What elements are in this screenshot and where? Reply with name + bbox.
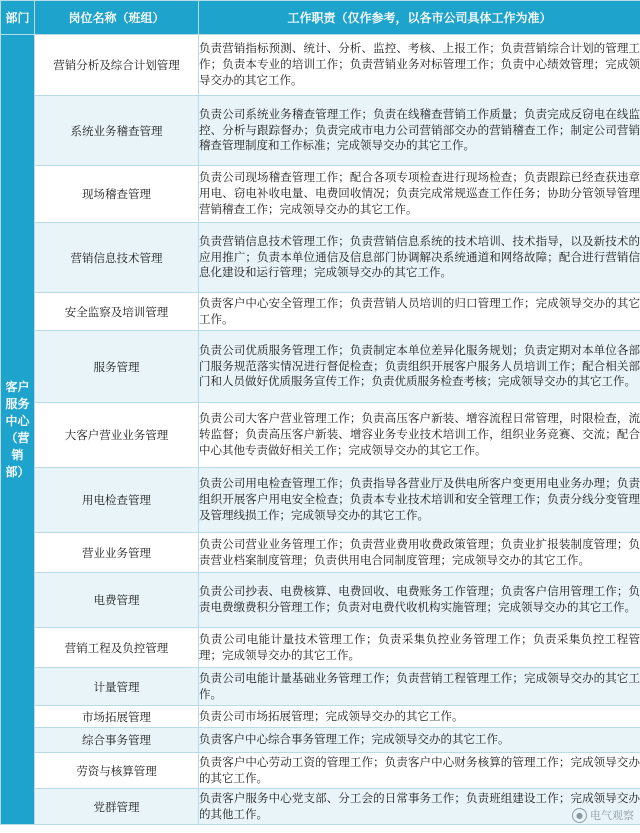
position-cell: 服务管理 <box>35 331 199 403</box>
position-cell: 大客户营业业务管理 <box>35 403 199 468</box>
duty-cell: 负责公司系统业务稽查管理工作；负责在线稽查营销工作质量；负责完成反窃电在线监控、分析与跟踪督办；负责完成市电力公司营销部交办的营销稽查工作；制定公司营销稽查管理制度和工作标准；完成领导交办的其它工作。 <box>199 96 640 166</box>
position-cell: 营销工程及负控管理 <box>35 628 199 668</box>
duty-cell: 负责公司电能计量基础业务管理工作；负责营销工程管理工作；完成领导交办的其它工作。 <box>199 668 640 706</box>
duty-cell: 负责公司大客户营业管理工作；负责高压客户新装、增容流程日常管理，时限检查，流转监督；负责高压客户新装、增容业务专业技术培训工作，组织业务竞赛、交流；配合中心其他专责做好相关工作；完成领导交办的其它工作。 <box>199 403 640 468</box>
duty-cell: 负责公司优质服务管理工作；负责制定本单位差异化服务规划；负责定期对本单位各部门服务规范落实情况进行督促检查；负责组织开展客户服务人员培训工作；配合相关部门和人员做好优质服务宣传工作；负责优质服务检查考核；完成领导交办的其它工作。 <box>199 331 640 403</box>
table-row <box>1 628 640 668</box>
table-row <box>1 789 640 825</box>
watermark-text: 电气观察 <box>590 809 634 822</box>
duty-cell: 负责公司用电检查管理工作；负责指导各营业厅及供电所客户变更用电业务办理；负责组织开展客户用电安全检查；负责本专业技术培训和安全管理工作；负责分线分变管理及管理线损工作；完成领导交办的其它工作。 <box>199 468 640 533</box>
position-cell: 用电检查管理 <box>35 468 199 533</box>
table-row <box>1 293 640 331</box>
position-cell: 营业业务管理 <box>35 533 199 573</box>
position-cell: 营销信息技术管理 <box>35 223 199 293</box>
table-row <box>1 573 640 628</box>
dept-cell <box>1 35 35 825</box>
table-row <box>1 468 640 533</box>
table-row <box>1 753 640 789</box>
position-cell: 计量管理 <box>35 668 199 706</box>
table-row <box>1 728 640 753</box>
header-duty: 工作职责（仅作参考，以各市公司具体工作为准） <box>199 1 640 35</box>
position-cell: 劳资与核算管理 <box>35 753 199 789</box>
table-row <box>1 403 640 468</box>
duty-cell: 负责客户中心综合事务管理工作；完成领导交办的其它工作。 <box>199 728 640 753</box>
table-row <box>1 35 640 96</box>
table-row <box>1 96 640 166</box>
table-row <box>1 668 640 706</box>
table-row <box>1 223 640 293</box>
duty-cell: 负责公司电能计量技术管理工作；负责采集负控业务管理工作；负责采集负控工程管理；完成领导交办的其它工作。 <box>199 628 640 668</box>
table-row <box>1 331 640 403</box>
header-position: 岗位名称（班组） <box>35 1 199 35</box>
position-cell: 党群管理 <box>35 789 199 825</box>
position-cell: 现场稽查管理 <box>35 166 199 223</box>
position-cell: 营销分析及综合计划管理 <box>35 35 199 96</box>
table-header-row <box>1 1 640 35</box>
position-cell: 电费管理 <box>35 573 199 628</box>
duty-cell: 负责营销指标预测、统计、分析、监控、考核、上报工作；负责营销综合计划的管理工作；负责本专业的培训工作；负责营销业务对标管理工作；负责中心绩效管理；完成领导交办的其它工作。 <box>199 35 640 96</box>
table-row <box>1 533 640 573</box>
duty-cell: 负责客户服务中心党支部、分工会的日常事务工作；负责班组建设工作；完成领导交办的其他工作。 <box>199 789 640 825</box>
duty-cell: 负责客户中心劳动工资的管理工作；负责客户中心财务核算的管理工作；完成领导交办的其它工作。 <box>199 753 640 789</box>
position-cell: 安全监察及培训管理 <box>35 293 199 331</box>
watermark <box>572 807 634 823</box>
wechat-icon: ● <box>572 808 587 823</box>
table-row <box>1 166 640 223</box>
duty-cell: 负责客户中心安全管理工作；负责营销人员培训的归口管理工作；完成领导交办的其它工作。 <box>199 293 640 331</box>
duty-cell: 负责公司现场稽查管理工作；配合各项专项检查进行现场检查；负责跟踪已经查获违章用电、窃电补收电量、电费回收情况；负责完成常规巡查工作任务；协助分管领导管理营销稽查工作；完成领导交办的其它工作。 <box>199 166 640 223</box>
dept-label: 客户服务中心（营销部） <box>5 379 30 479</box>
position-cell: 综合事务管理 <box>35 728 199 753</box>
header-dept: 部门 <box>1 1 35 35</box>
duty-cell: 负责营销信息技术管理工作；负责营销信息系统的技术培训、技术指导，以及新技术的应用推广；负责本单位通信及信息部门协调解决系统通道和网络故障；配合进行营销信息化建设和运行管理；完成领导交办的其它工作。 <box>199 223 640 293</box>
duty-cell: 负责公司营业业务管理工作；负责营业费用收费政策管理；负责业扩报装制度管理；负责营业档案制度管理；负责供用电合同制度管理；完成领导交办的其它工作。 <box>199 533 640 573</box>
position-cell: 系统业务稽查管理 <box>35 96 199 166</box>
duty-cell: 负责公司市场拓展管理；完成领导交办的其它工作。 <box>199 706 640 728</box>
table-row <box>1 706 640 728</box>
duty-cell: 负责公司抄表、电费核算、电费回收、电费账务工作管理；负责客户信用管理工作；负责电费缴费积分管理工作；负责对电费代收机构实施管理；完成领导交办的其它工作。 <box>199 573 640 628</box>
position-cell: 市场拓展管理 <box>35 706 199 728</box>
